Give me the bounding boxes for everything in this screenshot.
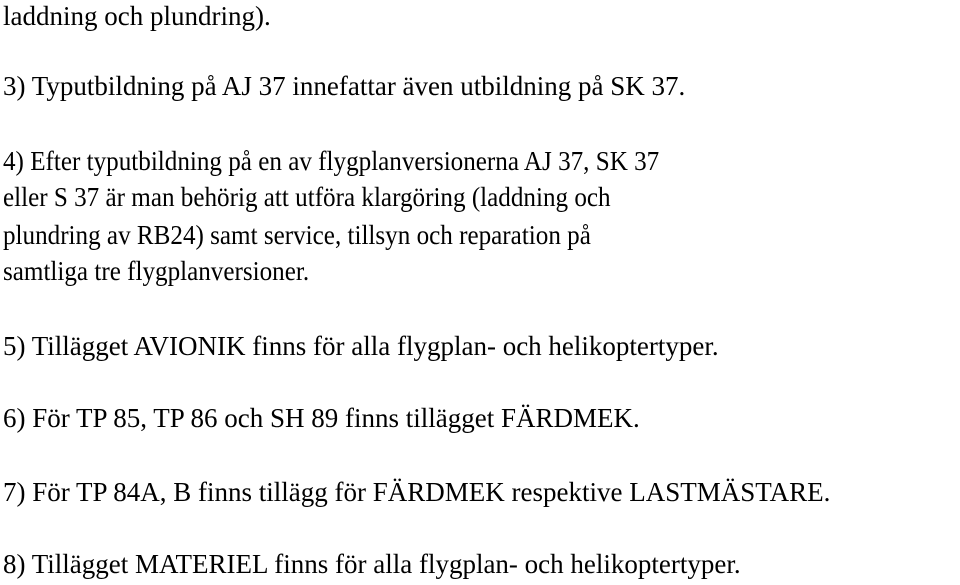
paragraph-4-line-2: eller S 37 är man behörig att utföra klargöring (laddning och xyxy=(3,182,611,212)
paragraph-8: 8) Tillägget MATERIEL finns för alla flygplan- och helikoptertyper. xyxy=(3,549,741,579)
paragraph-4-line-4: samtliga tre flygplanversioner. xyxy=(3,256,310,286)
top-fragment-line: laddning och plundring). xyxy=(3,1,271,31)
paragraph-3: 3) Typutbildning på AJ 37 innefattar även utbildning på SK 37. xyxy=(3,71,686,101)
paragraph-4-line-3: plundring av RB24) samt service, tillsyn och reparation på xyxy=(3,220,591,250)
paragraph-4-line-1: 4) Efter typutbildning på en av flygplanversionerna AJ 37, SK 37 xyxy=(3,146,660,176)
paragraph-5: 5) Tillägget AVIONIK finns för alla flygplan- och helikoptertyper. xyxy=(3,331,719,361)
paragraph-6: 6) För TP 85, TP 86 och SH 89 finns tillägget FÄRDMEK. xyxy=(3,403,640,433)
paragraph-7: 7) För TP 84A, B finns tillägg för FÄRDMEK respektive LASTMÄSTARE. xyxy=(3,477,831,507)
